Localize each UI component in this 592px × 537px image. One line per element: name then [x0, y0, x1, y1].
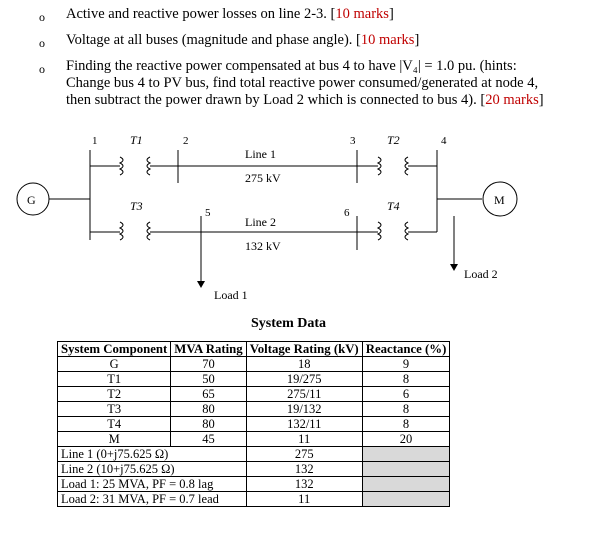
question-text: then subtract the power drawn by Load 2 which is connected to bus 4). [: [66, 92, 486, 108]
table-cell: 80: [171, 402, 246, 417]
table-cell: 80: [171, 417, 246, 432]
table-cell: 132/11: [246, 417, 362, 432]
question-text: Voltage at all buses (magnitude and phase angle). [: [66, 32, 361, 48]
line-2-label: Line 2: [245, 215, 276, 229]
table-row: [58, 462, 450, 477]
table-title: System Data: [251, 316, 327, 331]
table-cell: Line 1 (0+j75.625 Ω): [58, 447, 247, 462]
column-header: Reactance (%): [362, 342, 450, 357]
bullet-icon: o: [39, 62, 45, 76]
table-cell: 132: [246, 462, 362, 477]
table-row: [58, 447, 450, 462]
system-data-table: [57, 341, 450, 507]
bus-number: 1: [92, 135, 98, 147]
table-row: [58, 357, 450, 372]
table-cell: 11: [246, 432, 362, 447]
table-cell-empty: [362, 462, 450, 477]
line-2-voltage: 132 kV: [245, 239, 281, 253]
bus-number: 2: [183, 135, 189, 147]
table-row: [58, 477, 450, 492]
bus-number: 4: [441, 135, 447, 147]
table-cell: Load 1: 25 MVA, PF = 0.8 lag: [58, 477, 247, 492]
motor-label: M: [494, 193, 505, 207]
bullet-icon: o: [39, 36, 45, 50]
table-row: [58, 432, 450, 447]
table-cell: T4: [58, 417, 171, 432]
table-cell: 70: [171, 357, 246, 372]
marks-text: 20 marks: [485, 92, 539, 108]
column-header: MVA Rating: [171, 342, 246, 357]
bracket: ]: [388, 6, 394, 22]
transformer-label: T2: [387, 133, 400, 147]
table-cell: 50: [171, 372, 246, 387]
column-header: Voltage Rating (kV): [246, 342, 362, 357]
column-header: System Component: [58, 342, 171, 357]
bus-number: 3: [350, 135, 356, 147]
table-cell: 20: [362, 432, 450, 447]
table-cell: 8: [362, 372, 450, 387]
table-row: [58, 372, 450, 387]
table-cell: 275: [246, 447, 362, 462]
marks-text: 10 marks: [335, 6, 389, 22]
table-cell: 6: [362, 387, 450, 402]
table-header-row: [58, 342, 450, 357]
load-2-arrow-icon: [450, 264, 458, 271]
table-cell: T1: [58, 372, 171, 387]
bus-number: 6: [344, 207, 350, 219]
transformer-label: T1: [130, 133, 143, 147]
table-cell: 45: [171, 432, 246, 447]
table-cell: 18: [246, 357, 362, 372]
line-1-voltage: 275 kV: [245, 171, 281, 185]
table-cell: T2: [58, 387, 171, 402]
table-cell: 132: [246, 477, 362, 492]
load-1-label: Load 1: [214, 288, 248, 302]
table-row: [58, 417, 450, 432]
table-cell: 8: [362, 402, 450, 417]
table-row: [58, 402, 450, 417]
table-cell: 275/11: [246, 387, 362, 402]
table-cell: G: [58, 357, 171, 372]
table-cell: 9: [362, 357, 450, 372]
table-cell: 19/275: [246, 372, 362, 387]
bus-number: 5: [205, 207, 211, 219]
transformer-label: T4: [387, 199, 400, 213]
table-cell: T3: [58, 402, 171, 417]
load-1-arrow-icon: [197, 281, 205, 288]
table-cell-empty: [362, 447, 450, 462]
bracket: ]: [414, 32, 420, 48]
table-cell: 65: [171, 387, 246, 402]
table-cell: Load 2: 31 MVA, PF = 0.7 lead: [58, 492, 247, 507]
table-row: [58, 387, 450, 402]
table-cell: M: [58, 432, 171, 447]
question-text: Finding the reactive power compensated at bus 4 to have |V₄| = 1.0 pu. (hints:: [66, 58, 517, 74]
table-cell-empty: [362, 477, 450, 492]
question-text: Active and reactive power losses on line 2-3. [: [66, 6, 336, 22]
table-cell-empty: [362, 492, 450, 507]
table-cell: Line 2 (10+j75.625 Ω): [58, 462, 247, 477]
generator-label: G: [27, 193, 36, 207]
transformer-label: T3: [130, 199, 143, 213]
table-cell: 8: [362, 417, 450, 432]
table-row: [58, 492, 450, 507]
bullet-icon: o: [39, 10, 45, 24]
table-cell: 19/132: [246, 402, 362, 417]
table-cell: 11: [246, 492, 362, 507]
line-1-label: Line 1: [245, 147, 276, 161]
bracket: ]: [538, 92, 544, 108]
question-text: Change bus 4 to PV bus, find total reactive power consumed/generated at node 4,: [66, 75, 539, 91]
marks-text: 10 marks: [360, 32, 415, 48]
load-2-label: Load 2: [464, 267, 498, 281]
